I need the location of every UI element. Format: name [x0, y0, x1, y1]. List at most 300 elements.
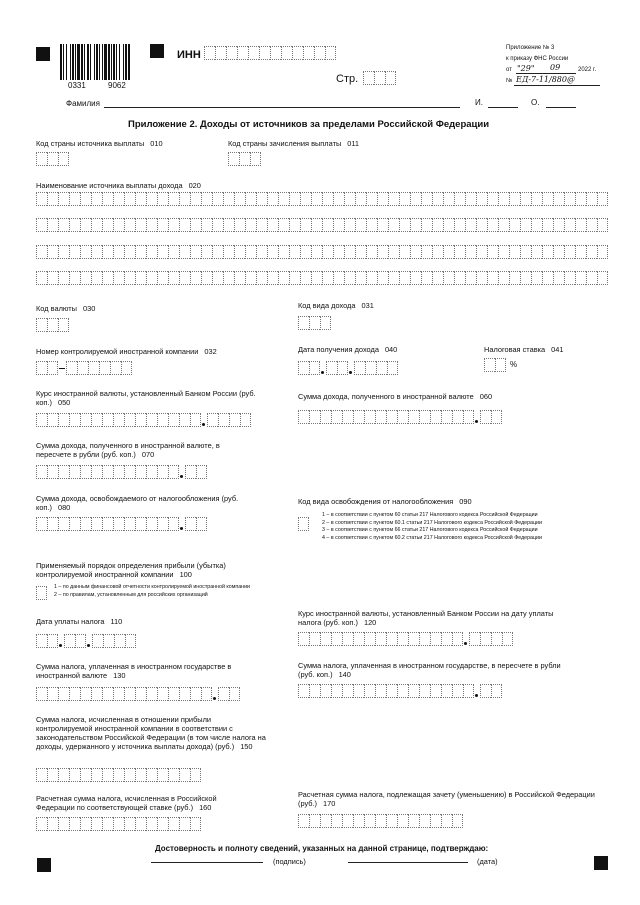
- entry-cell[interactable]: [201, 192, 212, 206]
- entry-cell[interactable]: [212, 192, 223, 206]
- entry-cell[interactable]: [92, 634, 103, 648]
- entry-cell[interactable]: [223, 245, 234, 259]
- entry-cell[interactable]: [419, 632, 430, 646]
- entry-cell[interactable]: [399, 245, 410, 259]
- entry-cell[interactable]: [102, 192, 113, 206]
- entry-cell[interactable]: [80, 245, 91, 259]
- entry-cell[interactable]: [135, 218, 146, 232]
- entry-cell[interactable]: [135, 817, 146, 831]
- entry-cell[interactable]: [66, 361, 77, 375]
- signature-line[interactable]: [151, 862, 263, 863]
- entry-cell[interactable]: [278, 245, 289, 259]
- entry-cell[interactable]: [201, 218, 212, 232]
- cell-group[interactable]: [36, 465, 179, 479]
- entry-cell[interactable]: [553, 192, 564, 206]
- entry-cell[interactable]: [354, 361, 365, 375]
- inn-cells[interactable]: [204, 46, 336, 60]
- entry-cell[interactable]: [201, 687, 212, 701]
- entry-cell[interactable]: [168, 192, 179, 206]
- entry-cell[interactable]: [463, 410, 474, 424]
- entry-cell[interactable]: [36, 768, 47, 782]
- entry-cell[interactable]: [157, 271, 168, 285]
- entry-cell[interactable]: [320, 632, 331, 646]
- entry-cell[interactable]: [185, 517, 196, 531]
- entry-cell[interactable]: [69, 245, 80, 259]
- entry-cell[interactable]: [364, 632, 375, 646]
- entry-cell[interactable]: [248, 46, 259, 60]
- entry-cell[interactable]: [146, 465, 157, 479]
- entry-cell[interactable]: [311, 192, 322, 206]
- entry-cell[interactable]: [441, 684, 452, 698]
- entry-cell[interactable]: [484, 358, 495, 372]
- field-011-cells[interactable]: [228, 152, 261, 166]
- entry-cell[interactable]: [289, 192, 300, 206]
- entry-cell[interactable]: [388, 271, 399, 285]
- entry-cell[interactable]: [386, 814, 397, 828]
- entry-cell[interactable]: [146, 245, 157, 259]
- entry-cell[interactable]: [322, 192, 333, 206]
- entry-cell[interactable]: [386, 410, 397, 424]
- entry-cell[interactable]: [441, 410, 452, 424]
- entry-cell[interactable]: [465, 271, 476, 285]
- entry-cell[interactable]: [421, 218, 432, 232]
- field-110-cells[interactable]: [36, 634, 136, 648]
- entry-cell[interactable]: [47, 218, 58, 232]
- entry-cell[interactable]: [509, 192, 520, 206]
- field-140-cells[interactable]: [298, 684, 502, 698]
- entry-cell[interactable]: [520, 245, 531, 259]
- entry-cell[interactable]: [397, 684, 408, 698]
- entry-cell[interactable]: [135, 687, 146, 701]
- entry-cell[interactable]: [47, 517, 58, 531]
- cell-group[interactable]: [36, 413, 201, 427]
- entry-cell[interactable]: [452, 684, 463, 698]
- entry-cell[interactable]: [80, 271, 91, 285]
- entry-cell[interactable]: [586, 218, 597, 232]
- entry-cell[interactable]: [469, 632, 480, 646]
- entry-cell[interactable]: [69, 768, 80, 782]
- entry-cell[interactable]: [135, 271, 146, 285]
- entry-cell[interactable]: [542, 245, 553, 259]
- entry-cell[interactable]: [553, 218, 564, 232]
- entry-cell[interactable]: [47, 817, 58, 831]
- entry-cell[interactable]: [124, 192, 135, 206]
- entry-cell[interactable]: [564, 218, 575, 232]
- entry-cell[interactable]: [311, 271, 322, 285]
- entry-cell[interactable]: [179, 768, 190, 782]
- entry-cell[interactable]: [353, 684, 364, 698]
- entry-cell[interactable]: [88, 361, 99, 375]
- entry-cell[interactable]: [454, 192, 465, 206]
- entry-cell[interactable]: [218, 413, 229, 427]
- cell-group[interactable]: [64, 634, 86, 648]
- entry-cell[interactable]: [355, 218, 366, 232]
- entry-cell[interactable]: [146, 413, 157, 427]
- entry-cell[interactable]: [331, 632, 342, 646]
- entry-cell[interactable]: [179, 192, 190, 206]
- entry-cell[interactable]: [256, 192, 267, 206]
- entry-cell[interactable]: [491, 410, 502, 424]
- entry-cell[interactable]: [168, 517, 179, 531]
- entry-cell[interactable]: [80, 768, 91, 782]
- entry-cell[interactable]: [146, 687, 157, 701]
- entry-cell[interactable]: [586, 192, 597, 206]
- entry-cell[interactable]: [366, 271, 377, 285]
- entry-cell[interactable]: [333, 245, 344, 259]
- entry-cell[interactable]: [487, 192, 498, 206]
- entry-cell[interactable]: [564, 271, 575, 285]
- entry-cell[interactable]: [575, 271, 586, 285]
- entry-cell[interactable]: [228, 152, 239, 166]
- entry-cell[interactable]: [387, 361, 398, 375]
- field-090-cells[interactable]: [298, 517, 309, 531]
- entry-cell[interactable]: [421, 271, 432, 285]
- entry-cell[interactable]: [454, 218, 465, 232]
- field-031-cells[interactable]: [298, 316, 331, 330]
- entry-cell[interactable]: [157, 192, 168, 206]
- entry-cell[interactable]: [353, 814, 364, 828]
- entry-cell[interactable]: [121, 361, 132, 375]
- entry-cell[interactable]: [333, 218, 344, 232]
- entry-cell[interactable]: [103, 634, 114, 648]
- entry-cell[interactable]: [124, 817, 135, 831]
- entry-cell[interactable]: [452, 814, 463, 828]
- entry-cell[interactable]: [212, 218, 223, 232]
- entry-cell[interactable]: [113, 768, 124, 782]
- entry-cell[interactable]: [366, 192, 377, 206]
- cell-group[interactable]: [469, 632, 513, 646]
- entry-cell[interactable]: [157, 517, 168, 531]
- entry-cell[interactable]: [419, 410, 430, 424]
- entry-cell[interactable]: [80, 465, 91, 479]
- entry-cell[interactable]: [542, 218, 553, 232]
- entry-cell[interactable]: [124, 517, 135, 531]
- entry-cell[interactable]: [454, 271, 465, 285]
- entry-cell[interactable]: [113, 817, 124, 831]
- entry-cell[interactable]: [300, 192, 311, 206]
- entry-cell[interactable]: [256, 218, 267, 232]
- entry-cell[interactable]: [146, 768, 157, 782]
- entry-cell[interactable]: [399, 218, 410, 232]
- entry-cell[interactable]: [69, 817, 80, 831]
- entry-cell[interactable]: [386, 684, 397, 698]
- entry-cell[interactable]: [410, 192, 421, 206]
- page-cells[interactable]: [363, 71, 396, 85]
- entry-cell[interactable]: [207, 413, 218, 427]
- entry-cell[interactable]: [80, 192, 91, 206]
- entry-cell[interactable]: [322, 271, 333, 285]
- entry-cell[interactable]: [69, 413, 80, 427]
- entry-cell[interactable]: [432, 245, 443, 259]
- entry-cell[interactable]: [586, 271, 597, 285]
- entry-cell[interactable]: [509, 245, 520, 259]
- entry-cell[interactable]: [47, 465, 58, 479]
- entry-cell[interactable]: [168, 768, 179, 782]
- entry-cell[interactable]: [245, 245, 256, 259]
- entry-cell[interactable]: [298, 632, 309, 646]
- entry-cell[interactable]: [355, 271, 366, 285]
- entry-cell[interactable]: [408, 814, 419, 828]
- entry-cell[interactable]: [353, 410, 364, 424]
- entry-cell[interactable]: [267, 245, 278, 259]
- entry-cell[interactable]: [185, 465, 196, 479]
- field-130-cells[interactable]: [36, 687, 240, 701]
- entry-cell[interactable]: [58, 768, 69, 782]
- entry-cell[interactable]: [58, 817, 69, 831]
- entry-cell[interactable]: [102, 768, 113, 782]
- entry-cell[interactable]: [289, 245, 300, 259]
- entry-cell[interactable]: [124, 687, 135, 701]
- entry-cell[interactable]: [47, 768, 58, 782]
- entry-cell[interactable]: [465, 192, 476, 206]
- entry-cell[interactable]: [331, 814, 342, 828]
- cell-group[interactable]: [480, 684, 502, 698]
- entry-cell[interactable]: [47, 271, 58, 285]
- entry-cell[interactable]: [36, 245, 47, 259]
- entry-cell[interactable]: [575, 192, 586, 206]
- entry-cell[interactable]: [498, 192, 509, 206]
- entry-cell[interactable]: [47, 361, 58, 375]
- entry-cell[interactable]: [36, 413, 47, 427]
- entry-cell[interactable]: [91, 517, 102, 531]
- entry-cell[interactable]: [364, 410, 375, 424]
- entry-cell[interactable]: [113, 245, 124, 259]
- entry-cell[interactable]: [91, 413, 102, 427]
- entry-cell[interactable]: [102, 517, 113, 531]
- entry-cell[interactable]: [229, 413, 240, 427]
- entry-cell[interactable]: [179, 817, 190, 831]
- entry-cell[interactable]: [298, 684, 309, 698]
- entry-cell[interactable]: [168, 218, 179, 232]
- entry-cell[interactable]: [309, 684, 320, 698]
- field-030-cells[interactable]: [36, 318, 69, 332]
- entry-cell[interactable]: [113, 517, 124, 531]
- entry-cell[interactable]: [309, 814, 320, 828]
- entry-cell[interactable]: [326, 361, 337, 375]
- cell-group[interactable]: [207, 413, 251, 427]
- entry-cell[interactable]: [300, 245, 311, 259]
- entry-cell[interactable]: [36, 634, 47, 648]
- entry-cell[interactable]: [179, 218, 190, 232]
- entry-cell[interactable]: [441, 814, 452, 828]
- entry-cell[interactable]: [58, 517, 69, 531]
- entry-cell[interactable]: [298, 517, 309, 531]
- entry-cell[interactable]: [124, 245, 135, 259]
- entry-cell[interactable]: [452, 410, 463, 424]
- entry-cell[interactable]: [300, 218, 311, 232]
- entry-cell[interactable]: [375, 632, 386, 646]
- entry-cell[interactable]: [146, 271, 157, 285]
- field-100-cells[interactable]: [36, 586, 47, 600]
- entry-cell[interactable]: [311, 218, 322, 232]
- entry-cell[interactable]: [421, 245, 432, 259]
- entry-cell[interactable]: [344, 192, 355, 206]
- entry-cell[interactable]: [320, 814, 331, 828]
- entry-cell[interactable]: [443, 271, 454, 285]
- entry-cell[interactable]: [399, 192, 410, 206]
- entry-cell[interactable]: [80, 817, 91, 831]
- entry-cell[interactable]: [223, 218, 234, 232]
- entry-cell[interactable]: [267, 218, 278, 232]
- entry-cell[interactable]: [270, 46, 281, 60]
- entry-cell[interactable]: [463, 684, 474, 698]
- entry-cell[interactable]: [430, 684, 441, 698]
- entry-cell[interactable]: [441, 632, 452, 646]
- field-010-cells[interactable]: [36, 152, 69, 166]
- entry-cell[interactable]: [36, 465, 47, 479]
- cell-group[interactable]: [36, 687, 212, 701]
- entry-cell[interactable]: [553, 245, 564, 259]
- entry-cell[interactable]: [157, 465, 168, 479]
- field-150-cells[interactable]: [36, 768, 201, 782]
- entry-cell[interactable]: [377, 245, 388, 259]
- entry-cell[interactable]: [342, 684, 353, 698]
- entry-cell[interactable]: [542, 192, 553, 206]
- entry-cell[interactable]: [364, 684, 375, 698]
- entry-cell[interactable]: [91, 192, 102, 206]
- entry-cell[interactable]: [564, 245, 575, 259]
- entry-cell[interactable]: [80, 218, 91, 232]
- entry-cell[interactable]: [75, 634, 86, 648]
- entry-cell[interactable]: [47, 413, 58, 427]
- entry-cell[interactable]: [80, 687, 91, 701]
- entry-cell[interactable]: [226, 46, 237, 60]
- entry-cell[interactable]: [157, 687, 168, 701]
- entry-cell[interactable]: [47, 687, 58, 701]
- entry-cell[interactable]: [303, 46, 314, 60]
- entry-cell[interactable]: [331, 684, 342, 698]
- entry-cell[interactable]: [298, 410, 309, 424]
- entry-cell[interactable]: [179, 687, 190, 701]
- entry-cell[interactable]: [47, 245, 58, 259]
- entry-cell[interactable]: [69, 192, 80, 206]
- entry-cell[interactable]: [135, 517, 146, 531]
- entry-cell[interactable]: [410, 218, 421, 232]
- entry-cell[interactable]: [480, 410, 491, 424]
- cell-group[interactable]: [480, 410, 502, 424]
- entry-cell[interactable]: [575, 218, 586, 232]
- field-050-cells[interactable]: [36, 413, 251, 427]
- entry-cell[interactable]: [135, 192, 146, 206]
- entry-cell[interactable]: [344, 218, 355, 232]
- entry-cell[interactable]: [190, 192, 201, 206]
- cell-group[interactable]: [185, 465, 207, 479]
- entry-cell[interactable]: [36, 152, 47, 166]
- entry-cell[interactable]: [495, 358, 506, 372]
- entry-cell[interactable]: [80, 517, 91, 531]
- entry-cell[interactable]: [386, 632, 397, 646]
- entry-cell[interactable]: [355, 245, 366, 259]
- entry-cell[interactable]: [355, 192, 366, 206]
- entry-cell[interactable]: [36, 586, 47, 600]
- entry-cell[interactable]: [223, 192, 234, 206]
- entry-cell[interactable]: [542, 271, 553, 285]
- entry-cell[interactable]: [58, 218, 69, 232]
- entry-cell[interactable]: [397, 410, 408, 424]
- entry-cell[interactable]: [237, 46, 248, 60]
- entry-cell[interactable]: [91, 245, 102, 259]
- entry-cell[interactable]: [388, 192, 399, 206]
- entry-cell[interactable]: [531, 245, 542, 259]
- entry-cell[interactable]: [239, 152, 250, 166]
- entry-cell[interactable]: [124, 768, 135, 782]
- entry-cell[interactable]: [113, 218, 124, 232]
- entry-cell[interactable]: [366, 245, 377, 259]
- entry-cell[interactable]: [377, 271, 388, 285]
- entry-cell[interactable]: [432, 271, 443, 285]
- entry-cell[interactable]: [69, 465, 80, 479]
- entry-cell[interactable]: [91, 271, 102, 285]
- entry-cell[interactable]: [201, 245, 212, 259]
- entry-cell[interactable]: [47, 318, 58, 332]
- entry-cell[interactable]: [278, 218, 289, 232]
- entry-cell[interactable]: [124, 271, 135, 285]
- entry-cell[interactable]: [168, 687, 179, 701]
- field-041-cells[interactable]: [484, 358, 506, 372]
- entry-cell[interactable]: [91, 465, 102, 479]
- field-070-cells[interactable]: [36, 465, 207, 479]
- entry-cell[interactable]: [102, 413, 113, 427]
- entry-cell[interactable]: [58, 318, 69, 332]
- entry-cell[interactable]: [597, 271, 608, 285]
- entry-cell[interactable]: [212, 271, 223, 285]
- entry-cell[interactable]: [432, 218, 443, 232]
- entry-cell[interactable]: [58, 465, 69, 479]
- entry-cell[interactable]: [267, 271, 278, 285]
- entry-cell[interactable]: [256, 245, 267, 259]
- entry-cell[interactable]: [146, 817, 157, 831]
- entry-cell[interactable]: [157, 768, 168, 782]
- entry-cell[interactable]: [99, 361, 110, 375]
- entry-cell[interactable]: [553, 271, 564, 285]
- entry-cell[interactable]: [531, 192, 542, 206]
- entry-cell[interactable]: [309, 632, 320, 646]
- field-032-cells[interactable]: [36, 361, 132, 375]
- cell-group[interactable]: [36, 634, 58, 648]
- cell-group[interactable]: [298, 632, 463, 646]
- entry-cell[interactable]: [36, 687, 47, 701]
- entry-cell[interactable]: [476, 192, 487, 206]
- entry-cell[interactable]: [168, 245, 179, 259]
- entry-cell[interactable]: [278, 271, 289, 285]
- entry-cell[interactable]: [597, 245, 608, 259]
- entry-cell[interactable]: [408, 410, 419, 424]
- entry-cell[interactable]: [443, 192, 454, 206]
- entry-cell[interactable]: [421, 192, 432, 206]
- entry-cell[interactable]: [256, 271, 267, 285]
- entry-cell[interactable]: [314, 46, 325, 60]
- entry-cell[interactable]: [190, 245, 201, 259]
- entry-cell[interactable]: [135, 413, 146, 427]
- entry-cell[interactable]: [135, 768, 146, 782]
- entry-cell[interactable]: [58, 413, 69, 427]
- entry-cell[interactable]: [135, 245, 146, 259]
- entry-cell[interactable]: [113, 465, 124, 479]
- entry-cell[interactable]: [298, 361, 309, 375]
- cell-group[interactable]: [298, 410, 474, 424]
- field-060-cells[interactable]: [298, 410, 502, 424]
- entry-cell[interactable]: [80, 413, 91, 427]
- entry-cell[interactable]: [229, 687, 240, 701]
- entry-cell[interactable]: [376, 361, 387, 375]
- entry-cell[interactable]: [240, 413, 251, 427]
- entry-cell[interactable]: [146, 218, 157, 232]
- initial-o-line[interactable]: [546, 107, 576, 108]
- entry-cell[interactable]: [36, 318, 47, 332]
- entry-cell[interactable]: [502, 632, 513, 646]
- entry-cell[interactable]: [430, 814, 441, 828]
- entry-cell[interactable]: [91, 687, 102, 701]
